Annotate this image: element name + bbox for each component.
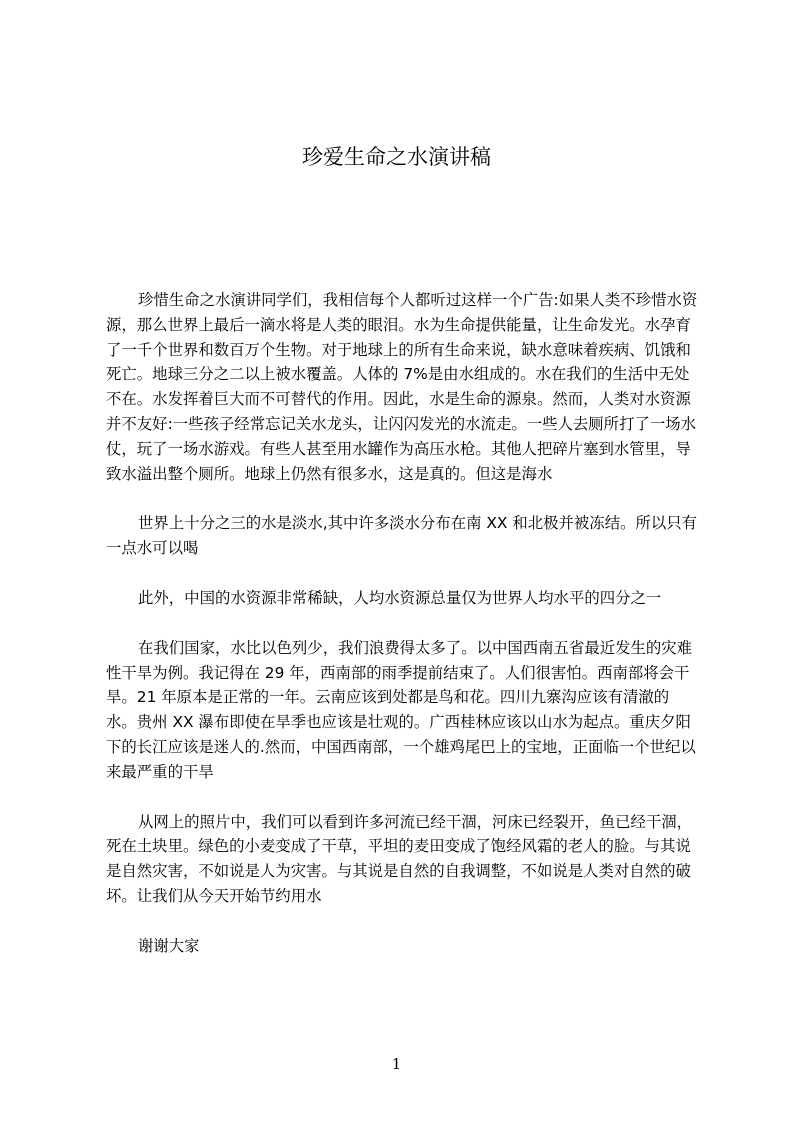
document-body bbox=[106, 288, 698, 984]
paragraph-closing: 谢谢大家 bbox=[138, 936, 200, 955]
paragraph-southwest-drought: 在我们国家，水比以色列少，我们浪费得太多了。以中国西南五省最近发生的灾难性干旱为例。我记得在 29 年，西南部的雨季提前结束了。人们很害怕。西南部将会干旱。21 年原本是正常的一年。云南应该到处都是鸟和花。四川九寨沟应该有清澈的水。贵州 XX 瀑布即使在旱季也应该是壮观的。广西桂林应该以山水为起点。重庆夕阳下的长江应该是迷人的.然而，中国西南部，一个雄鸡尾巴上的宝地，正面临一个世纪以来最严重的干旱 bbox=[106, 638, 696, 781]
paragraph-photos: 从网上的照片中，我们可以看到许多河流已经干涸，河床已经裂开，鱼已经干涸，死在土块里。绿色的小麦变成了干草，平坦的麦田变成了饱经风霜的老人的脸。与其说是自然灾害，不如说是人为灾害。与其说是自然的自我调整，不如说是人类对自然的破坏。让我们从今天开始节约用水 bbox=[106, 812, 693, 905]
page-number: 1 bbox=[391, 1055, 402, 1073]
document-title: 珍爱生命之水演讲稿 bbox=[302, 145, 491, 169]
paragraph-china-scarcity: 此外，中国的水资源非常稀缺，人均水资源总量仅为世界人均水平的四分之一 bbox=[138, 588, 662, 607]
paragraph-intro: 珍惜生命之水演讲同学们，我相信每个人都听过这样一个广告:如果人类不珍惜水资源，那么世界上最后一滴水将是人类的眼泪。水为生命提供能量，让生命发光。水孕育了一千个世界和数百万个生物。对于地球上的所有生命来说，缺水意味着疾病、饥饿和死亡。地球三分之二以上被水覆盖。人体的 7%是由水组成的。水在我们的生活中无处不在。水发挥着巨大而不可替代的作用。因此，水是生命的源泉。然而，人类对水资源并不友好:一些孩子经常忘记关水龙头，让闪闪发光的水流走。一些人去厕所打了一场水仗，玩了一场水游戏。有些人甚至用水罐作为高压水枪。其他人把碎片塞到水管里，导致水溢出整个厕所。地球上仍然有很多水，这是真的。但这是海水 bbox=[106, 291, 698, 483]
paragraph-freshwater: 世界上十分之三的水是淡水,其中许多淡水分布在南 XX 和北极并被冻结。所以只有一点水可以喝 bbox=[106, 514, 698, 558]
